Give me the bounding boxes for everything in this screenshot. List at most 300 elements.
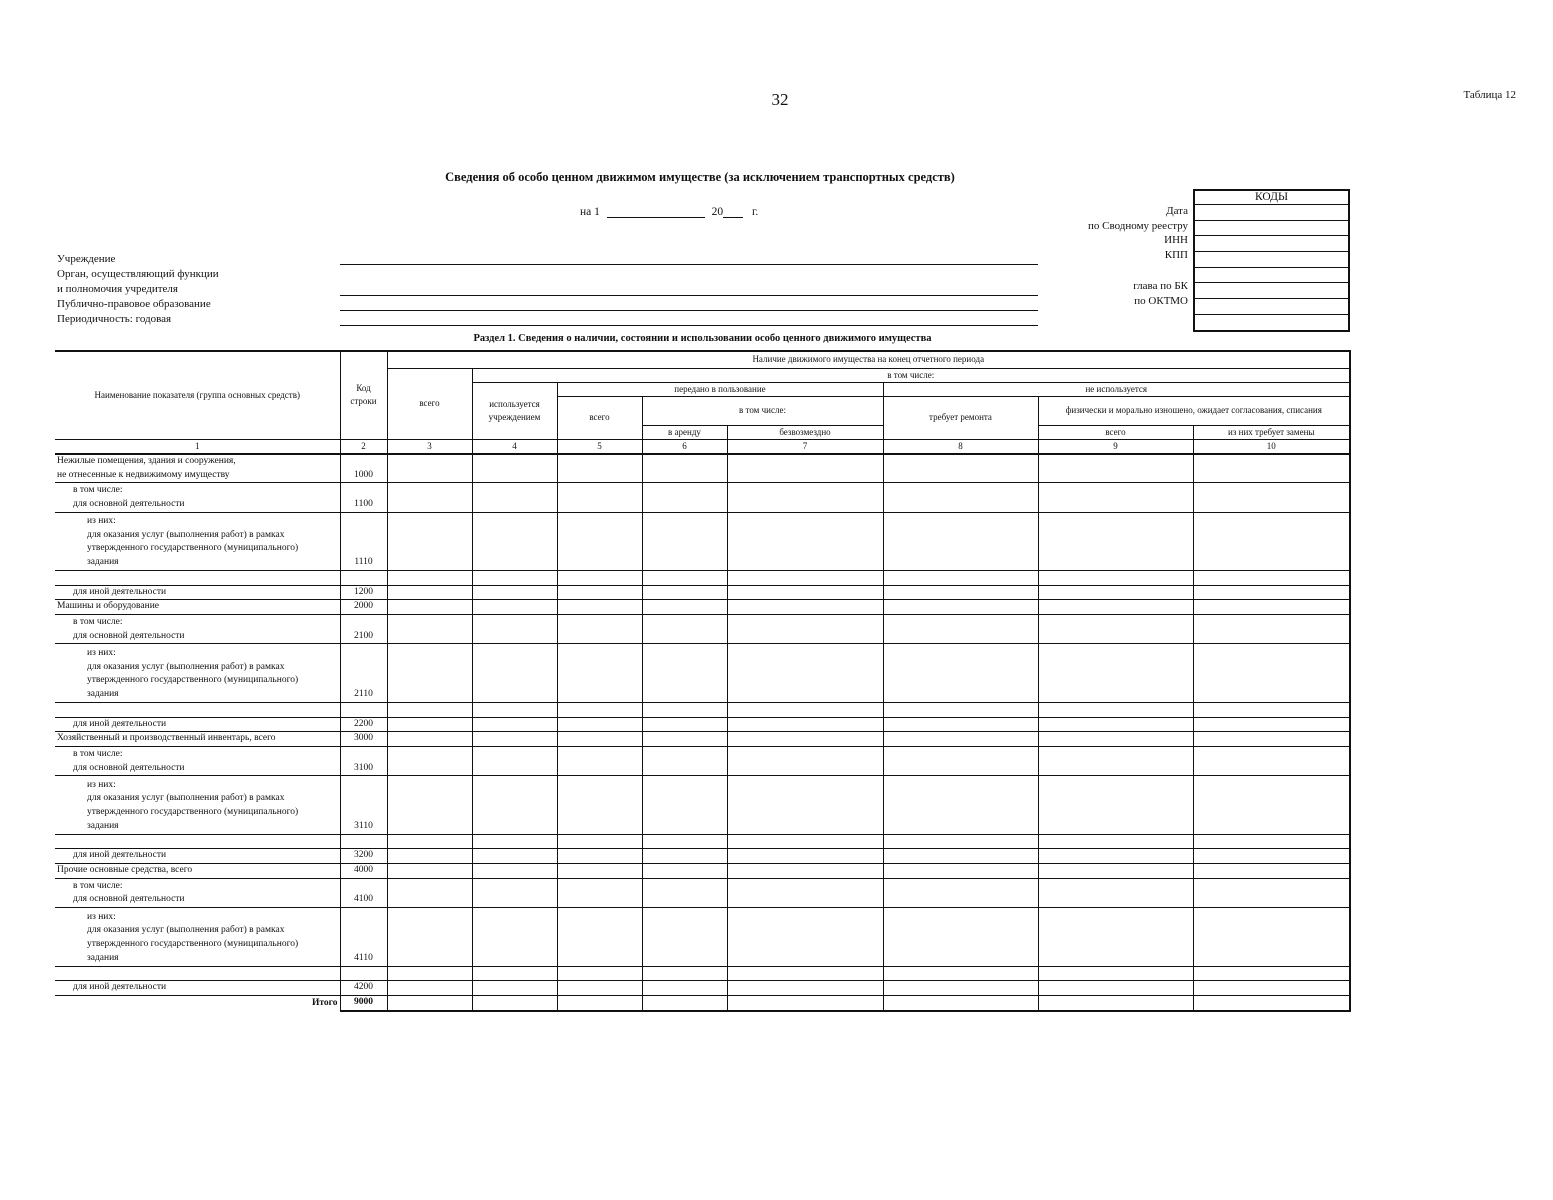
row-code: 3110 (340, 776, 387, 834)
value-cell[interactable] (1193, 732, 1350, 747)
value-cell[interactable] (1038, 702, 1193, 717)
row-name-line (73, 967, 338, 981)
value-cell[interactable] (1038, 512, 1193, 570)
code-field-date[interactable] (1195, 205, 1348, 221)
value-cell[interactable] (557, 849, 642, 864)
value-cell[interactable] (642, 996, 727, 1011)
public-entity-label: Публично-правовое образование (57, 298, 211, 310)
value-cell[interactable] (642, 585, 727, 600)
code-field-kpp[interactable] (1195, 252, 1348, 268)
value-cell[interactable] (1038, 747, 1193, 776)
date-suffix: г. (752, 206, 759, 218)
code-field-registry[interactable] (1195, 221, 1348, 237)
value-cell[interactable] (472, 849, 557, 864)
row-name-line: для оказания услуг (выполнения работ) в рамках (87, 925, 285, 936)
institution-label: Учреждение (57, 253, 116, 265)
value-cell[interactable] (642, 717, 727, 732)
row-name (55, 483, 340, 512)
value-cell[interactable] (557, 747, 642, 776)
row-name-line: утвержденного государственного (муниципального) (87, 807, 299, 818)
value-cell[interactable] (472, 966, 557, 981)
value-cell[interactable] (727, 702, 883, 717)
row-name-line: из них: (87, 911, 116, 922)
value-cell[interactable] (727, 512, 883, 570)
row-name-line (73, 571, 338, 585)
value-cell[interactable] (557, 966, 642, 981)
value-cell[interactable] (387, 454, 472, 483)
code-label-oktmo: по ОКТМО (1134, 295, 1188, 307)
value-cell[interactable] (1193, 717, 1350, 732)
value-cell[interactable] (472, 908, 557, 966)
value-cell[interactable] (1038, 864, 1193, 879)
code-field-periodicity[interactable] (1195, 315, 1348, 330)
row-name (55, 570, 340, 585)
row-name-line (73, 703, 338, 717)
value-cell[interactable] (387, 834, 472, 849)
value-cell[interactable] (557, 908, 642, 966)
value-cell[interactable] (642, 702, 727, 717)
row-name-line: для оказания услуг (выполнения работ) в рамках (87, 793, 285, 804)
value-cell[interactable] (472, 615, 557, 644)
value-cell[interactable] (1038, 776, 1193, 834)
value-cell[interactable] (557, 834, 642, 849)
header-total: всего (387, 368, 472, 439)
table-row (55, 908, 1350, 966)
table-row (55, 702, 1350, 717)
row-name-line: в том числе: (73, 616, 123, 627)
value-cell[interactable] (472, 454, 557, 483)
table-row (55, 570, 1350, 585)
codes-box (1193, 189, 1350, 332)
value-cell[interactable] (557, 454, 642, 483)
value-cell[interactable] (1193, 615, 1350, 644)
row-name (55, 717, 340, 732)
value-cell[interactable] (1193, 981, 1350, 996)
value-cell[interactable] (883, 615, 1038, 644)
value-cell[interactable] (557, 512, 642, 570)
value-cell[interactable] (1193, 996, 1350, 1011)
date-day-month-field[interactable] (607, 205, 705, 218)
value-cell[interactable] (1193, 702, 1350, 717)
column-number: 10 (1193, 439, 1350, 454)
value-cell[interactable] (387, 732, 472, 747)
value-cell[interactable] (727, 849, 883, 864)
founder-label-line1: Орган, осуществляющий функции (57, 268, 219, 280)
institution-field[interactable] (340, 264, 1038, 265)
row-name (55, 585, 340, 600)
value-cell[interactable] (727, 600, 883, 615)
value-cell[interactable] (642, 849, 727, 864)
value-cell[interactable] (883, 600, 1038, 615)
value-cell[interactable] (1038, 570, 1193, 585)
value-cell[interactable] (1193, 834, 1350, 849)
value-cell[interactable] (387, 570, 472, 585)
value-cell[interactable] (642, 747, 727, 776)
value-cell[interactable] (387, 512, 472, 570)
header-transferred: передано в пользование (557, 382, 883, 396)
value-cell[interactable] (1193, 776, 1350, 834)
row-name (55, 849, 340, 864)
table-row (55, 615, 1350, 644)
row-name-line: для иной деятельности (73, 586, 167, 597)
row-name-line: для основной деятельности (73, 894, 185, 905)
row-code: 1100 (340, 483, 387, 512)
row-code: 9000 (340, 996, 387, 1011)
value-cell[interactable] (642, 483, 727, 512)
value-cell[interactable] (642, 644, 727, 702)
founder-field[interactable] (340, 295, 1038, 296)
row-name (55, 454, 340, 483)
row-name-line: задания (87, 820, 119, 831)
value-cell[interactable] (727, 570, 883, 585)
column-number: 6 (642, 439, 727, 454)
row-name-line: задания (87, 689, 119, 700)
value-cell[interactable] (883, 747, 1038, 776)
code-field-inn[interactable] (1195, 236, 1348, 252)
column-number: 3 (387, 439, 472, 454)
row-name-line: из них: (87, 779, 116, 790)
header-rent: в аренду (642, 425, 727, 439)
value-cell[interactable] (1038, 600, 1193, 615)
value-cell[interactable] (1193, 512, 1350, 570)
value-cell[interactable] (883, 483, 1038, 512)
value-cell[interactable] (557, 864, 642, 879)
row-name-line: в том числе: (73, 748, 123, 759)
value-cell[interactable] (472, 644, 557, 702)
date-year-field[interactable] (723, 205, 743, 218)
value-cell[interactable] (883, 966, 1038, 981)
row-name (55, 864, 340, 879)
value-cell[interactable] (557, 996, 642, 1011)
value-cell[interactable] (472, 996, 557, 1011)
value-cell[interactable] (387, 585, 472, 600)
value-cell[interactable] (557, 570, 642, 585)
value-cell[interactable] (642, 454, 727, 483)
row-code: 2110 (340, 644, 387, 702)
value-cell[interactable] (883, 702, 1038, 717)
table-row (55, 879, 1350, 908)
value-cell[interactable] (1193, 644, 1350, 702)
value-cell[interactable] (727, 615, 883, 644)
column-number: 8 (883, 439, 1038, 454)
header-repair: требует ремонта (883, 396, 1038, 439)
value-cell[interactable] (387, 981, 472, 996)
value-cell[interactable] (883, 849, 1038, 864)
row-name (55, 600, 340, 615)
value-cell[interactable] (557, 483, 642, 512)
founder-label-line2: и полномочия учредителя (57, 283, 178, 295)
value-cell[interactable] (642, 570, 727, 585)
code-label-budget-chapter: глава по БК (1133, 280, 1188, 292)
row-code: 1110 (340, 512, 387, 570)
value-cell[interactable] (1038, 849, 1193, 864)
value-cell[interactable] (727, 966, 883, 981)
value-cell[interactable] (1038, 585, 1193, 600)
value-cell[interactable] (1193, 849, 1350, 864)
row-code: 3200 (340, 849, 387, 864)
header-worn-replace: из них требует замены (1193, 425, 1350, 439)
value-cell[interactable] (472, 732, 557, 747)
table-row (55, 483, 1350, 512)
value-cell[interactable] (387, 747, 472, 776)
value-cell[interactable] (387, 849, 472, 864)
value-cell[interactable] (387, 644, 472, 702)
value-cell[interactable] (727, 747, 883, 776)
value-cell[interactable] (642, 864, 727, 879)
row-code: 2100 (340, 615, 387, 644)
header-used: используется учреждением (472, 382, 557, 439)
date-year-prefix: 20 (711, 206, 724, 218)
value-cell[interactable] (472, 864, 557, 879)
value-cell[interactable] (1193, 908, 1350, 966)
value-cell[interactable] (557, 585, 642, 600)
row-name (55, 732, 340, 747)
value-cell[interactable] (727, 879, 883, 908)
value-cell[interactable] (387, 600, 472, 615)
table-row (55, 717, 1350, 732)
table-row (55, 776, 1350, 834)
table-row (55, 747, 1350, 776)
value-cell[interactable] (1038, 644, 1193, 702)
row-code (340, 834, 387, 849)
value-cell[interactable] (387, 717, 472, 732)
row-name-line: задания (87, 557, 119, 568)
value-cell[interactable] (387, 483, 472, 512)
column-number: 9 (1038, 439, 1193, 454)
value-cell[interactable] (727, 717, 883, 732)
row-name (55, 615, 340, 644)
value-cell[interactable] (557, 615, 642, 644)
row-name (55, 834, 340, 849)
value-cell[interactable] (727, 585, 883, 600)
row-name-line: для оказания услуг (выполнения работ) в рамках (87, 529, 285, 540)
row-name (55, 512, 340, 570)
column-number: 2 (340, 439, 387, 454)
row-name-line: утвержденного государственного (муниципального) (87, 939, 299, 950)
header-worn-total: всего (1038, 425, 1193, 439)
value-cell[interactable] (557, 717, 642, 732)
row-name-line: Нежилые помещения, здания и сооружения, (57, 455, 236, 466)
value-cell[interactable] (883, 996, 1038, 1011)
value-cell[interactable] (387, 615, 472, 644)
header-not-used: не используется (883, 382, 1350, 396)
value-cell[interactable] (557, 600, 642, 615)
code-field-blank[interactable] (1195, 268, 1348, 284)
table-row (55, 585, 1350, 600)
value-cell[interactable] (642, 908, 727, 966)
value-cell[interactable] (883, 834, 1038, 849)
value-cell[interactable] (727, 864, 883, 879)
value-cell[interactable] (1038, 615, 1193, 644)
table-row (55, 981, 1350, 996)
value-cell[interactable] (387, 966, 472, 981)
value-cell[interactable] (472, 981, 557, 996)
value-cell[interactable] (557, 702, 642, 717)
value-cell[interactable] (387, 908, 472, 966)
page-number: 32 (771, 90, 789, 109)
code-field-oktmo[interactable] (1195, 299, 1348, 315)
value-cell[interactable] (883, 644, 1038, 702)
value-cell[interactable] (1038, 717, 1193, 732)
code-field-budget-chapter[interactable] (1195, 283, 1348, 299)
value-cell[interactable] (727, 834, 883, 849)
value-cell[interactable] (1038, 834, 1193, 849)
row-name-line: Машины и оборудование (57, 601, 160, 612)
periodicity-field[interactable] (340, 325, 1038, 326)
row-name-line: для оказания услуг (выполнения работ) в рамках (87, 661, 285, 672)
value-cell[interactable] (642, 879, 727, 908)
value-cell[interactable] (642, 834, 727, 849)
value-cell[interactable] (472, 512, 557, 570)
row-name-line: утвержденного государственного (муниципального) (87, 543, 299, 554)
header-transferred-including: в том числе: (642, 396, 883, 425)
value-cell[interactable] (883, 879, 1038, 908)
value-cell[interactable] (642, 600, 727, 615)
value-cell[interactable] (642, 981, 727, 996)
value-cell[interactable] (883, 717, 1038, 732)
value-cell[interactable] (1193, 966, 1350, 981)
column-number: 7 (727, 439, 883, 454)
value-cell[interactable] (642, 966, 727, 981)
row-code: 1000 (340, 454, 387, 483)
value-cell[interactable] (1193, 600, 1350, 615)
row-code: 4110 (340, 908, 387, 966)
value-cell[interactable] (557, 981, 642, 996)
value-cell[interactable] (727, 644, 883, 702)
header-worn: физически и морально изношено, ожидает согласования, списания (1038, 396, 1350, 425)
value-cell[interactable] (727, 483, 883, 512)
value-cell[interactable] (472, 483, 557, 512)
row-code: 4100 (340, 879, 387, 908)
value-cell[interactable] (883, 454, 1038, 483)
table-row (55, 996, 1350, 1011)
value-cell[interactable] (727, 908, 883, 966)
value-cell[interactable] (1038, 966, 1193, 981)
value-cell[interactable] (883, 864, 1038, 879)
value-cell[interactable] (387, 702, 472, 717)
value-cell[interactable] (472, 600, 557, 615)
value-cell[interactable] (1193, 585, 1350, 600)
value-cell[interactable] (387, 996, 472, 1011)
value-cell[interactable] (883, 908, 1038, 966)
value-cell[interactable] (1193, 454, 1350, 483)
value-cell[interactable] (387, 864, 472, 879)
form-title: Сведения об особо ценном движимом имуществе (за исключением транспортных средств) (445, 170, 955, 184)
row-name-line: для основной деятельности (73, 498, 185, 509)
value-cell[interactable] (1193, 747, 1350, 776)
value-cell[interactable] (387, 776, 472, 834)
value-cell[interactable] (1038, 454, 1193, 483)
value-cell[interactable] (472, 879, 557, 908)
row-code: 2000 (340, 600, 387, 615)
value-cell[interactable] (472, 747, 557, 776)
table-row (55, 600, 1350, 615)
row-code: 4000 (340, 864, 387, 879)
value-cell[interactable] (557, 879, 642, 908)
column-number: 4 (472, 439, 557, 454)
value-cell[interactable] (727, 776, 883, 834)
row-name-line: в том числе: (73, 880, 123, 891)
code-label-kpp: КПП (1164, 249, 1188, 261)
value-cell[interactable] (472, 776, 557, 834)
row-code: 2200 (340, 717, 387, 732)
value-cell[interactable] (727, 981, 883, 996)
row-name-line: не отнесенные к недвижимому имуществу (57, 469, 230, 480)
value-cell[interactable] (883, 585, 1038, 600)
value-cell[interactable] (883, 512, 1038, 570)
value-cell[interactable] (727, 996, 883, 1011)
value-cell[interactable] (1038, 996, 1193, 1011)
public-entity-field[interactable] (340, 310, 1038, 311)
value-cell[interactable] (883, 570, 1038, 585)
row-name-line: для иной деятельности (73, 982, 167, 993)
value-cell[interactable] (1038, 483, 1193, 512)
value-cell[interactable] (557, 644, 642, 702)
value-cell[interactable] (642, 732, 727, 747)
table-label: Таблица 12 (1463, 89, 1516, 101)
row-name (55, 908, 340, 966)
value-cell[interactable] (883, 981, 1038, 996)
row-name-line: Прочие основные средства, всего (57, 865, 193, 876)
value-cell[interactable] (1038, 981, 1193, 996)
column-number: 1 (55, 439, 340, 454)
row-name-line (73, 835, 338, 849)
value-cell[interactable] (387, 879, 472, 908)
value-cell[interactable] (472, 570, 557, 585)
value-cell[interactable] (883, 732, 1038, 747)
header-including: в том числе: (472, 368, 1350, 382)
row-name (55, 747, 340, 776)
report-date-line (580, 205, 758, 218)
code-label-registry: по Сводному реестру (1088, 220, 1188, 232)
row-name-line: из них: (87, 515, 116, 526)
table-row (55, 454, 1350, 483)
value-cell[interactable] (1038, 908, 1193, 966)
row-name (55, 879, 340, 908)
row-name-line: для основной деятельности (73, 630, 185, 641)
value-cell[interactable] (1193, 864, 1350, 879)
value-cell[interactable] (642, 776, 727, 834)
value-cell[interactable] (1193, 879, 1350, 908)
code-label-date: Дата (1166, 205, 1188, 217)
value-cell[interactable] (557, 732, 642, 747)
row-name-line: утвержденного государственного (муниципального) (87, 675, 299, 686)
value-cell[interactable] (642, 512, 727, 570)
header-availability: Наличие движимого имущества на конец отчетного периода (387, 351, 1350, 368)
value-cell[interactable] (883, 776, 1038, 834)
value-cell[interactable] (1193, 570, 1350, 585)
column-numbers-row (55, 439, 1350, 454)
value-cell[interactable] (1038, 732, 1193, 747)
row-code: 3000 (340, 732, 387, 747)
row-code (340, 702, 387, 717)
value-cell[interactable] (642, 615, 727, 644)
date-prefix: на 1 (580, 206, 600, 218)
row-code (340, 966, 387, 981)
row-name-line: из них: (87, 647, 116, 658)
table-row (55, 864, 1350, 879)
value-cell[interactable] (472, 717, 557, 732)
value-cell[interactable] (727, 454, 883, 483)
value-cell[interactable] (727, 732, 883, 747)
value-cell[interactable] (1038, 879, 1193, 908)
value-cell[interactable] (472, 834, 557, 849)
value-cell[interactable] (472, 702, 557, 717)
value-cell[interactable] (472, 585, 557, 600)
value-cell[interactable] (1193, 483, 1350, 512)
row-code: 1200 (340, 585, 387, 600)
value-cell[interactable] (557, 776, 642, 834)
